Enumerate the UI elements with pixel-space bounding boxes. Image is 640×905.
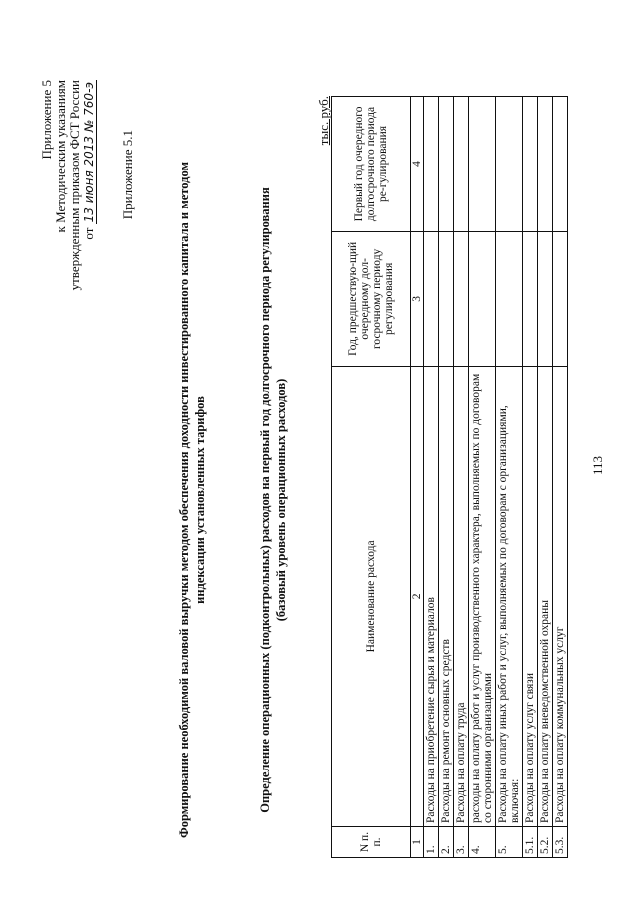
value-prev-year [496, 231, 523, 366]
section-title-line: Определение операционных (подконтрольных) расходов на первый год долгосрочного периода регулирования [258, 187, 272, 813]
header-line: утвержденным приказом ФСТ России [67, 80, 82, 291]
column-header: Год, предшествую-щий очередному дол-госрочному периоду регулирования [332, 231, 411, 366]
row-number: 5.3. [553, 827, 568, 858]
units-label: тыс. руб. [316, 96, 331, 146]
value-first-year [439, 97, 454, 232]
column-number: 2 [411, 366, 424, 826]
value-prev-year [538, 231, 553, 366]
table-row [424, 97, 439, 858]
value-first-year [454, 97, 469, 232]
column-number: 4 [411, 97, 424, 232]
table-row [439, 97, 454, 858]
expense-name: Расходы на оплату иных работ и услуг, выполняемых по договорам с организациями, включая: [496, 366, 523, 826]
column-header: Первый год очередного долгосрочного периода ре-гулирования [332, 97, 411, 232]
handwritten-date-number: 13 июня 2013 № 760-э [82, 82, 96, 223]
column-number: 1 [411, 827, 424, 858]
table-row [523, 97, 538, 858]
table-row [538, 97, 553, 858]
expense-name: Расходы на оплату коммунальных услуг [553, 366, 568, 826]
header-line: к Методическим указаниям [53, 80, 68, 233]
value-prev-year [469, 231, 496, 366]
value-first-year [523, 97, 538, 232]
value-first-year [553, 97, 568, 232]
table-row [553, 97, 568, 858]
table-row [469, 97, 496, 858]
column-header: Наименование расхода [332, 366, 411, 826]
document-title: Формирование необходимой валовой выручки методом обеспечения доходности инвестированного капитала и методом индексации установленных тарифов [177, 162, 207, 838]
column-header: N п. п. [332, 827, 411, 858]
row-number: 5.2. [538, 827, 553, 858]
page-number: 113 [590, 455, 605, 475]
date-prefix: от [81, 227, 96, 240]
row-number: 5. [496, 827, 523, 858]
value-prev-year [424, 231, 439, 366]
expense-name: Расходы на оплату услуг связи [523, 366, 538, 826]
value-first-year [538, 97, 553, 232]
value-first-year [469, 97, 496, 232]
column-number: 3 [411, 231, 424, 366]
section-title [257, 175, 289, 825]
appendix-label: Приложение 5 [39, 80, 54, 160]
column-number-row [411, 97, 424, 858]
value-prev-year [553, 231, 568, 366]
value-prev-year [523, 231, 538, 366]
row-number: 4. [469, 827, 496, 858]
appendix-sub-label: Приложение 5.1 [120, 130, 135, 220]
row-number: 2. [439, 827, 454, 858]
value-prev-year [439, 231, 454, 366]
expenses-table [331, 96, 568, 858]
expense-name: Расходы на оплату вневедомственной охраны [538, 366, 553, 826]
row-number: 5.1. [523, 827, 538, 858]
table-row [454, 97, 469, 858]
expense-name: Расходы на оплату труда [454, 366, 469, 826]
expense-name: расходы на оплату работ и услуг производственного характера, выполняемых по договорам со сторонними организациями [469, 366, 496, 826]
row-number: 3. [454, 827, 469, 858]
row-number: 1. [424, 827, 439, 858]
value-first-year [424, 97, 439, 232]
expense-name: Расходы на приобретение сырья и материалов [424, 366, 439, 826]
appendix-header [40, 80, 97, 290]
table-header-row [332, 97, 411, 858]
value-first-year [496, 97, 523, 232]
value-prev-year [454, 231, 469, 366]
section-title-line: (базовый уровень операционных расходов) [274, 378, 288, 622]
expense-name: Расходы на ремонт основных средств [439, 366, 454, 826]
table-row [496, 97, 523, 858]
